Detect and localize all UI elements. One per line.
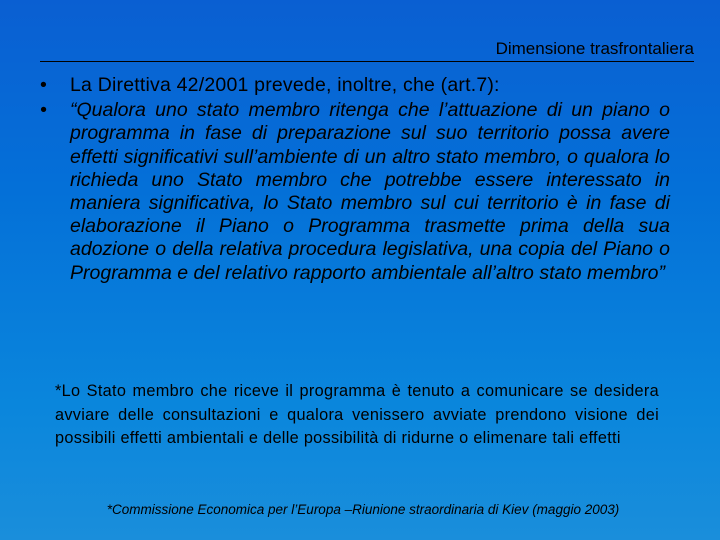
source-citation: *Commissione Economica per l’Europa –Riunione straordinaria di Kiev (maggio 2003)	[106, 502, 620, 517]
quoted-article-text: “Qualora uno stato membro ritenga che l’attuazione di un piano o programma in fase di preparazione sul suo territorio possa avere effetti significativi sull’ambiente di un altro stato membro, o qualora lo richieda uno Stato membro che potrebbe essere interessato in maniera significativa, lo Stato membro sul cui territorio è in fase di elaborazione il Piano o Programma trasmette prima della sua adozione o della relativa procedura legislativa, una copia del Piano o Programma e del relativo rapporto ambientale all’altro stato membro”	[70, 99, 670, 284]
bullet-item	[40, 99, 670, 285]
slide-title: Dimensione trasfrontaliera	[40, 38, 694, 62]
bullet-text: La Direttiva 42/2001 prevede, inoltre, che (art.7):	[70, 74, 500, 96]
footnote-text: *Lo Stato membro che riceve il programma è tenuto a comunicare se desidera avviare delle consultazioni e qualora venissero avviate prendono visione dei possibili effetti ambientali e delle possibilità di ridurne o elimenare tali effetti	[55, 382, 659, 447]
bullet-item	[40, 74, 670, 97]
bullet-marker: •	[40, 74, 48, 96]
bullet-marker: •	[40, 99, 47, 122]
bullet-list	[40, 74, 670, 285]
